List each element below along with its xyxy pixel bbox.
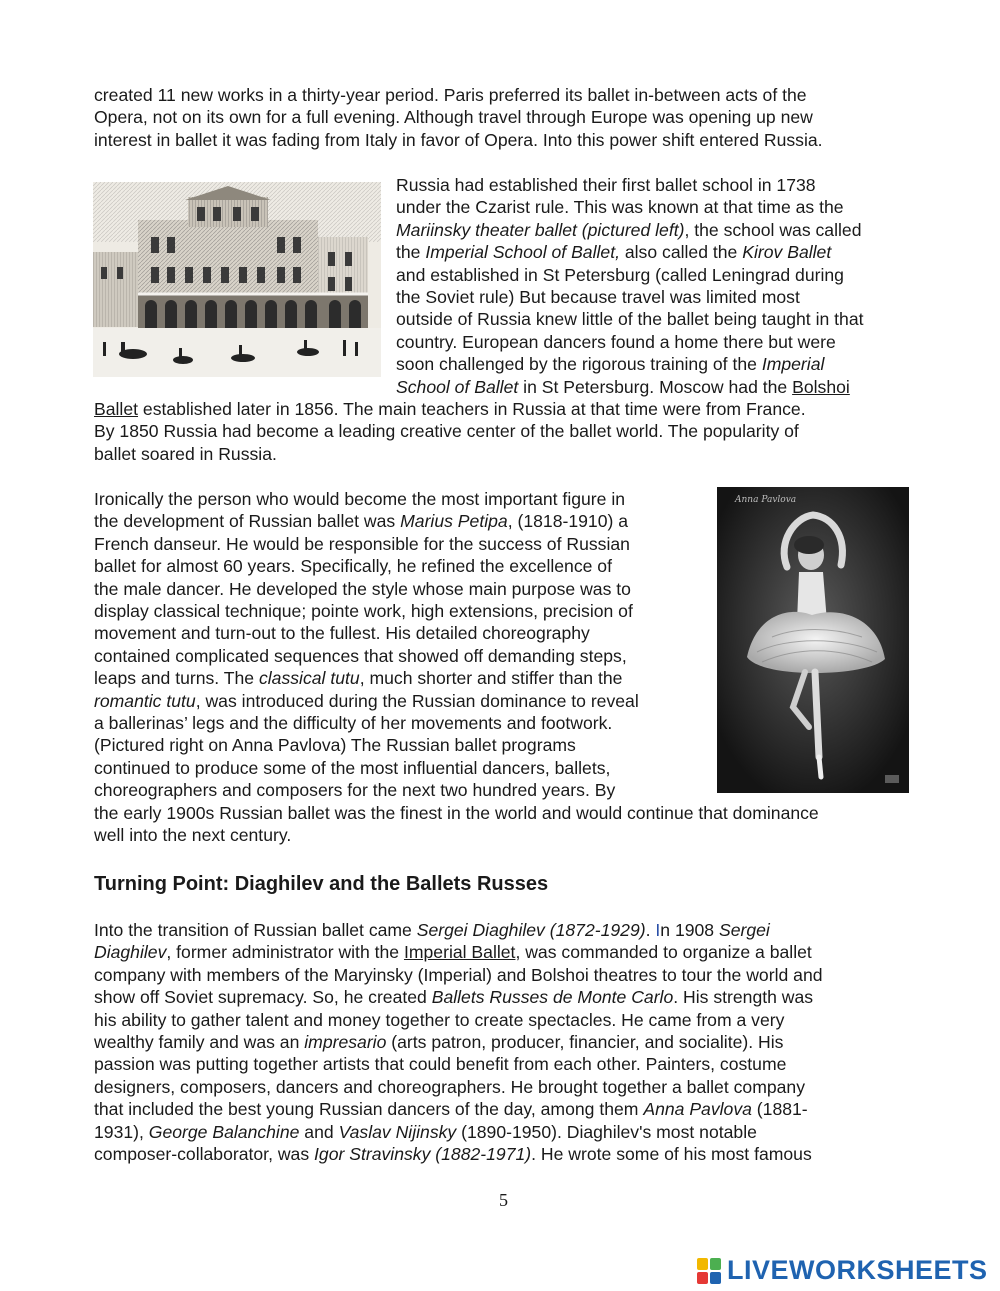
text-line: created 11 new works in a thirty-year period. Paris preferred its ballet in-between acts of the	[94, 85, 807, 105]
emphasis: Ballets Russes de Monte Carlo	[431, 987, 674, 1008]
text-line: French danseur. He would be responsible for the success of Russian	[94, 533, 630, 554]
emphasis: Sergei Diaghilev (1872-1929)	[416, 920, 646, 940]
emphasis: Marius Petipa	[400, 511, 508, 532]
text-line: Into the transition of Russian ballet came Sergei Diaghilev (1872-1929). In 1908 Sergei	[94, 920, 770, 940]
text-line: passion was putting together artists that could benefit from each other. Painters, costume	[94, 1054, 787, 1075]
text-line: his ability to gather talent and money together to create spectacles. He came from a very	[94, 1009, 785, 1030]
emphasis: Sergei	[718, 920, 770, 940]
text-line: and established in St Petersburg (called Leningrad during	[396, 264, 844, 285]
text-line: (Pictured right on Anna Pavlova) The Russian ballet programs	[94, 735, 576, 756]
mariinsky-theater-engraving	[93, 182, 381, 377]
text-line: Russia had established their first ballet school in 1738	[396, 175, 816, 195]
page-number: 5	[499, 1190, 508, 1210]
bolshoi-link-cont[interactable]: Ballet	[94, 399, 139, 419]
text-line: the Soviet rule) But because travel was limited most	[396, 287, 800, 308]
paragraph-petipa	[94, 488, 819, 847]
paragraph-russia-school	[396, 174, 864, 398]
text-line: choreographers and composers for the next two hundred years. By	[94, 780, 616, 801]
text-line: well into the next century.	[94, 825, 292, 846]
text-line: Ballet established later in 1856. The main teachers in Russia at that time were from France.	[94, 399, 806, 419]
text-line: contained complicated sequences that showed off demanding steps,	[94, 645, 627, 666]
text-line: romantic tutu, was introduced during the Russian dominance to reveal	[94, 690, 639, 711]
text-line: Ironically the person who would become the most important figure in	[94, 489, 626, 509]
text-line: outside of Russia knew little of the ballet being taught in that	[396, 309, 864, 330]
bolshoi-link[interactable]: Bolshoi	[792, 376, 850, 397]
text-line: soon challenged by the rigorous training of the Imperial	[396, 354, 825, 375]
text-line: By 1850 Russia had become a leading creative center of the ballet world. The popularity of	[94, 421, 799, 442]
text-line: ballet for almost 60 years. Specifically, he refined the excellence of	[94, 556, 612, 577]
text-line: Opera, not on its own for a full evening. Although travel through Europe was opening up new	[94, 107, 813, 128]
logo-text: LIVEWORKSHEETS	[727, 1255, 988, 1285]
photo-caption: Anna Pavlova	[735, 495, 797, 505]
emphasis: romantic tutu	[94, 690, 196, 711]
emphasis: Igor Stravinsky (1882-1971)	[314, 1144, 532, 1165]
text-line: Diaghilev, former administrator with the Imperial Ballet, was commanded to organize a ballet	[94, 942, 812, 963]
text-line: wealthy family and was an impresario (arts patron, producer, financier, and socialite). His	[94, 1032, 784, 1053]
paragraph-intro	[94, 84, 823, 151]
mariinsky-theater-image	[93, 182, 381, 377]
text-line: School of Ballet in St Petersburg. Moscow had the Bolshoi	[396, 376, 850, 397]
paragraph-diaghilev	[94, 919, 823, 1165]
text-line: 1931), George Balanchine and Vaslav Nijinsky (1890-1950). Diaghilev's most notable	[94, 1121, 757, 1142]
text-line: interest in ballet it was fading from Italy in favor of Opera. Into this power shift entered Russia.	[94, 129, 823, 150]
text-line: ballet soared in Russia.	[94, 443, 277, 464]
paragraph-russia-school-cont	[94, 398, 806, 465]
text-line: continued to produce some of the most influential dancers, ballets,	[94, 757, 611, 778]
logo-icon	[697, 1258, 721, 1284]
imperial-ballet-link[interactable]: Imperial Ballet	[403, 942, 516, 963]
text-line: country. European dancers found a home there but were	[396, 331, 836, 352]
text-line: movement and turn-out to the fullest. His detailed choreography	[94, 623, 590, 644]
emphasis: impresario	[304, 1032, 387, 1053]
text-line: the Imperial School of Ballet, also called the Kirov Ballet	[396, 242, 832, 263]
text-line: that included the best young Russian dancers of the day, among them Anna Pavlova (1881-	[94, 1099, 808, 1120]
text-line: display classical technique; pointe work, high extensions, precision of	[94, 601, 633, 622]
section-heading: Turning Point: Diaghilev and the Ballets Russes	[94, 873, 549, 895]
text-line: the male dancer. He developed the style whose main purpose was to	[94, 578, 631, 599]
text-line: composer-collaborator, was Igor Stravinsky (1882-1971). He wrote some of his most famous	[94, 1144, 812, 1165]
text-line: company with members of the Maryinsky (Imperial) and Bolshoi theatres to tour the world and	[94, 964, 823, 985]
text-line: under the Czarist rule. This was known at that time as the	[396, 197, 844, 218]
emphasis: Imperial School of Ballet,	[425, 242, 620, 263]
text-line: a ballerinas’ legs and the difficulty of her movements and footwork.	[94, 713, 613, 734]
emphasis: Diaghilev	[94, 942, 167, 963]
liveworksheets-logo	[697, 1255, 988, 1286]
emphasis: Kirov Ballet	[742, 242, 832, 263]
text-line: the development of Russian ballet was Marius Petipa, (1818-1910) a	[94, 511, 629, 532]
text-line: the early 1900s Russian ballet was the finest in the world and would continue that dominance	[94, 802, 819, 823]
emphasis: School of Ballet	[396, 376, 519, 397]
text-line: designers, composers, dancers and choreographers. He brought together a ballet company	[94, 1076, 806, 1097]
emphasis: Vaslav Nijinsky	[338, 1121, 457, 1142]
text-line: Mariinsky theater ballet (pictured left), the school was called	[396, 219, 862, 240]
emphasis: Imperial	[761, 354, 825, 375]
emphasis: Anna Pavlova	[643, 1099, 752, 1120]
emphasis: George Balanchine	[148, 1121, 300, 1142]
text-line: show off Soviet supremacy. So, he created Ballets Russes de Monte Carlo. His strength was	[94, 987, 814, 1008]
text-line: leaps and turns. The classical tutu, much shorter and stiffer than the	[94, 668, 623, 689]
emphasis: Mariinsky theater ballet (pictured left)	[396, 219, 685, 240]
emphasis: classical tutu	[258, 668, 360, 689]
